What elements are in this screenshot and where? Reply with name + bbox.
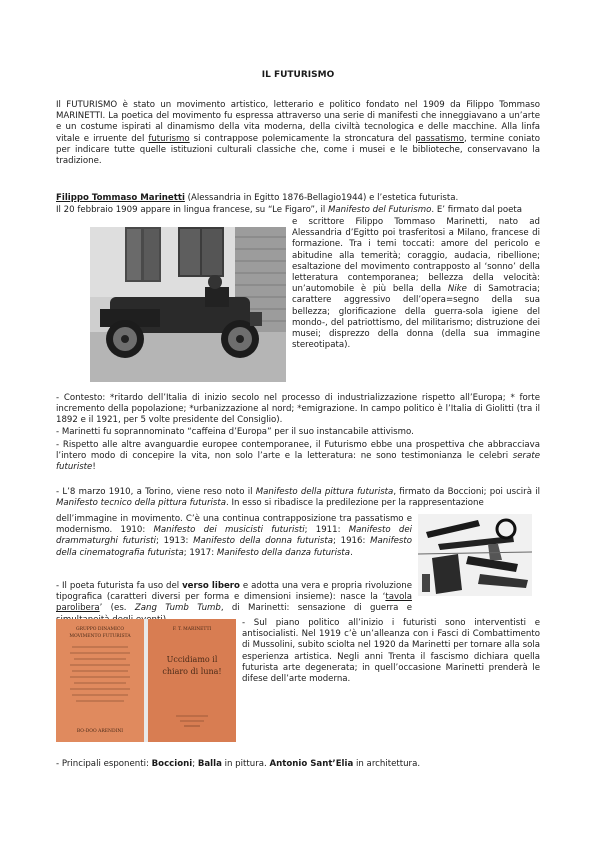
manifesti-b4: ; 1916: [333, 536, 371, 547]
esponenti-a: - Principali esponenti: [56, 759, 152, 769]
poster-svg [418, 514, 532, 596]
caffeina-paragraph [56, 427, 540, 438]
parolibera-poster-image [418, 514, 532, 596]
manifesto-themes-b: di Samotracia; carattere aggressivo dell’opera=segno della sua bellezza; glorificazione della guerra-sola igiene del mondo-, del patriottismo, del militarismo; distruzione dei musei; disprezzo della donna (della sua immagine stereotipata). [292, 284, 540, 351]
manifesti-b5: ; 1917: [183, 547, 217, 558]
manifesto-themes-a: e scrittore Filippo Tommaso Marinetti, nato ad Alessandria d’Egitto poi trasferitosi a Milano, francese di formazione. Tra i temi toccati: amore del pericolo e abitudine alla temerità; coraggio, audacia, ribellione; esaltazione del movimento contrapposto al ‘sonno’ della letteratura contemporanea; bellezza della velocità: un’automobile è più bella della [292, 217, 540, 295]
musicisti-manifesto: Manifesto dei musicisti futuristi [153, 525, 305, 536]
manifesti-list [56, 514, 412, 559]
intro-text-1: Il FUTURISMO è stato un movimento artistico, letterario e politico fondato nel 1909 da Filippo Tommaso MARINETTI. La poetica del movimento fu espressa attraverso una serie di manifesti che inneggiavano a un’arte e un costume ispirati al dinamismo della vita moderna, della civiltà tecnologica e delle macchine. Alla linfa vitale e irruente del [56, 100, 540, 144]
cover-right-title: Uccidiamo il chiaro di luna! [162, 655, 222, 676]
nike-term: Nike [447, 284, 467, 295]
intro-text-2: si contrappose polemicamente la stroncatura del [189, 133, 416, 144]
context-paragraph [56, 393, 540, 427]
cover-left-footer: BO-DOO ARENDINI [76, 729, 124, 734]
marinetti-name: Filippo Tommaso Marinetti [56, 193, 185, 203]
manifesto-intro-b: . E’ firmato dal poeta [431, 205, 523, 215]
pittura-manifesto: Manifesto della pittura futurista [255, 487, 394, 497]
manifesti-b6: . [350, 547, 353, 558]
verso-b: e adotta una vera e propria rivoluzione tipografica (caratteri diversi per forma e dimensioni insieme): nasce la ‘ [56, 581, 412, 603]
danza-manifesto: Manifesto della danza futurista [216, 547, 351, 558]
futurismo-term: futurismo [148, 133, 190, 144]
avanguardie-end: ! [92, 462, 96, 473]
manifesto-intro-line [56, 205, 540, 216]
verso-libero-term: verso libero [182, 581, 240, 591]
marinetti-bio: (Alessandria in Egitto 1876-Bellagio1944) e l’estetica futurista. [184, 193, 459, 203]
tavola-parolibera-term: tavola parolibera [56, 592, 412, 614]
verso-d: , di Marinetti: sensazione di guerra e [220, 603, 413, 614]
manifesti-b1: dell’immagine in movimento. C’è una continua contrapposizione tra passatismo e modernismo. 1910: [56, 514, 412, 536]
intro-text-3: , termine coniato per indicare tutte quelle istituzioni culturali classiche che, come i musei e le biblioteche, conservavano la tradizione. [56, 133, 540, 167]
manifesti-b2: ; 1911: [304, 525, 349, 536]
zang-tumb-tumb-term: Zang Tumb Tumb [134, 603, 221, 614]
movimento-futurista-cover [56, 619, 144, 742]
avanguardie-text: - Rispetto alle altre avanguardie europee contemporanee, il Futurismo ebbe una prospettiva che abbracciava l’intero modo di concepire la vita, non solo l’arte e la letteratura: ne sono testimonianza le celebri [56, 440, 540, 462]
uccidiamo-cover [148, 619, 236, 742]
pittura-paragraph [56, 487, 540, 509]
context-text: - Contesto: *ritardo dell’Italia di inizio secolo nel processo di industrializzazione rispetto all’Europa; * forte incremento della popolazione; *urbanizzazione al nord; *emigrazione. In campo politico è l’Italia di Giolitti (tra il 1892 e il 1921, per 5 volte presidente del Consiglio). [56, 393, 540, 426]
passatismo-term: passatismo [415, 133, 465, 144]
esponenti-d: in architettura. [353, 759, 421, 769]
balla-name: Balla [197, 759, 222, 769]
esponenti-line [56, 759, 540, 770]
cinema-manifesto: Manifesto della cinematografia futurista [56, 536, 412, 558]
cover-left-line1: GRUPPO DINAMICO [75, 627, 125, 632]
esponenti-b: ; [192, 759, 198, 769]
drammaturghi-manifesto: Manifesto dei drammaturghi futuristi [56, 525, 413, 547]
pittura-c: . In esso si ribadisce la predilezione per la rappresentazione [226, 498, 484, 509]
boccioni-name: Boccioni [151, 759, 193, 769]
car-photo-svg [90, 227, 286, 382]
manifesto-title: Manifesto del Futurismo [327, 205, 432, 215]
caffeina-text: - Marinetti fu soprannominato “caffeina d’Europa” per il suo instancabile attivismo. [56, 427, 414, 437]
marinetti-heading [56, 193, 540, 204]
cover-left-lines [56, 639, 144, 719]
manifesto-themes [292, 217, 540, 351]
manifesti-b3: ; 1913: [156, 536, 194, 547]
esponenti-c: in pittura. [221, 759, 270, 769]
tecnico-manifesto: Manifesto tecnico della pittura futurista [56, 498, 226, 509]
marinetti-car-photo [90, 227, 286, 382]
donna-manifesto: Manifesto della donna futurista [193, 536, 334, 547]
manifesto-intro-a: Il 20 febbraio 1909 appare in lingua francese, su “Le Figaro”, il [56, 205, 328, 215]
cover-right-author: F. T. MARINETTI [172, 627, 212, 632]
serate-term: serate futuriste [56, 451, 540, 473]
cover-right-footer-lines [148, 706, 236, 736]
book-covers-image [56, 619, 236, 742]
pittura-a: - L’8 marzo 1910, a Torino, viene reso noto il [56, 487, 256, 497]
politica-paragraph [242, 618, 540, 685]
politica-text: - Sul piano politico all’inizio i futuristi sono interventisti e antisocialisti. Nel 1919 c’è un’alleanza con i Fasci di Combattimento di Mussolini, subito sciolta nel 1920 da Marinetti per tornare alla sola esperienza artistica. Negli anni Trenta il fascismo dichiara quella futurista arte degenerata; in quell’occasione Marinetti prenderà le difese dell’arte moderna. [242, 618, 540, 685]
verso-a: - Il poeta futurista fa uso del [56, 581, 183, 591]
page-title: IL FUTURISMO [261, 70, 335, 80]
cover-left-line2: MOVIMENTO FUTURISTA [69, 634, 131, 639]
santelia-name: Antonio Sant’Elia [269, 759, 354, 769]
verso-c: ’ (es. [99, 603, 135, 614]
avanguardie-paragraph [56, 440, 540, 474]
intro-paragraph [56, 100, 540, 167]
pittura-b: , firmato da Boccioni; poi uscirà il [393, 487, 540, 497]
